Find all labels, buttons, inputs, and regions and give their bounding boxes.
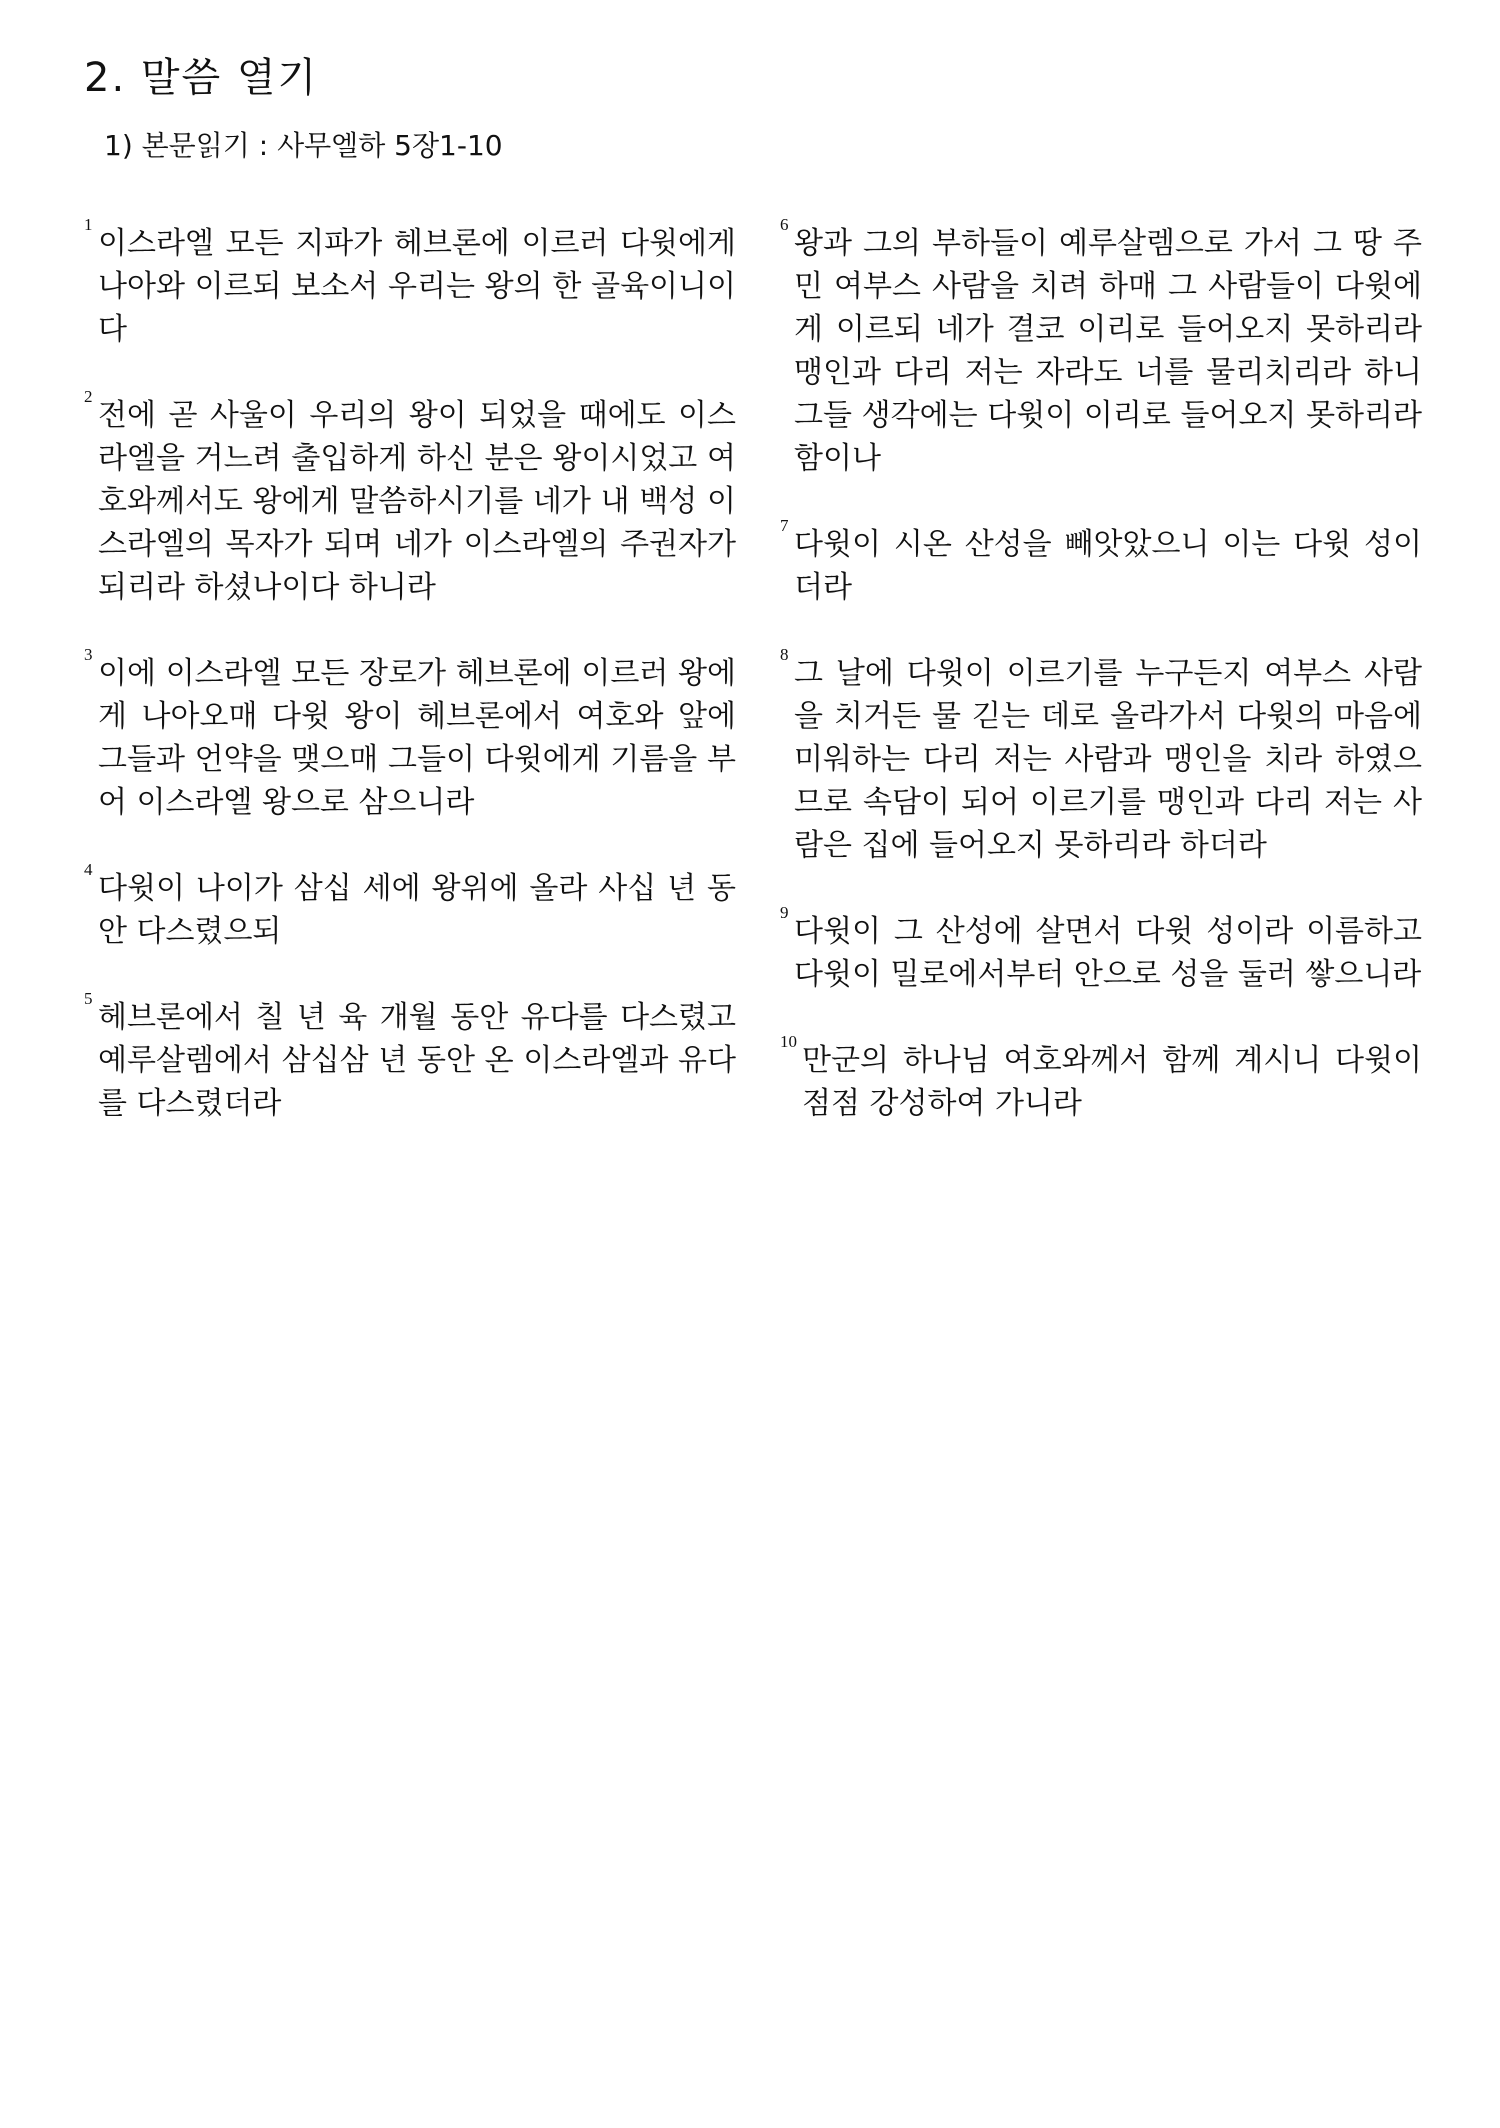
verse-6 <box>780 215 1422 480</box>
verse-text: 다윗이 그 산성에 살면서 다윗 성이라 이름하고 다윗이 밀로에서부터 안으로 성을 둘러 쌓으니라 <box>794 914 1422 992</box>
left-column <box>84 192 736 1168</box>
verse-text: 왕과 그의 부하들이 예루살렘으로 가서 그 땅 주민 여부스 사람을 치려 하매 그 사람들이 다윗에게 이르되 네가 결코 이리로 들어오지 못하리라 맹인과 다리 저는 자라도 너를 물리치리라 하니 그들 생각에는 다윗이 이리로 들어오지 못하리라 함이나 <box>794 226 1422 476</box>
verse-number: 2 <box>84 387 93 406</box>
passage-subtitle: 1) 본문읽기 : 사무엘하 5장1-10 <box>104 129 503 162</box>
verse-text: 이스라엘 모든 지파가 헤브론에 이르러 다윗에게 나아와 이르되 보소서 우리는 왕의 한 골육이니이다 <box>98 226 736 347</box>
verse-number: 8 <box>780 645 789 664</box>
verse-text: 다윗이 시온 산성을 빼앗았으니 이는 다윗 성이더라 <box>794 527 1422 605</box>
verse-text: 그 날에 다윗이 이르기를 누구든지 여부스 사람을 치거든 물 긷는 데로 올라가서 다윗의 마음에 미워하는 다리 저는 사람과 맹인을 치라 하였으므로 속담이 되어 이르기를 맹인과 다리 저는 사람은 집에 들어오지 못하리라 하더라 <box>794 656 1422 863</box>
verse-4 <box>84 860 736 953</box>
verse-number: 6 <box>780 215 789 234</box>
verse-3 <box>84 645 736 824</box>
verse-text: 전에 곧 사울이 우리의 왕이 되었을 때에도 이스라엘을 거느려 출입하게 하신 분은 왕이시었고 여호와께서도 왕에게 말씀하시기를 네가 내 백성 이스라엘의 목자가 되며 네가 이스라엘의 주권자가 되리라 하셨나이다 하니라 <box>98 398 736 605</box>
verse-5 <box>84 989 736 1125</box>
verse-7 <box>780 516 1422 609</box>
verse-number: 10 <box>780 1032 797 1051</box>
verse-1 <box>84 215 736 351</box>
section-title: 2. 말씀 열기 <box>84 55 319 101</box>
verse-number: 4 <box>84 860 93 879</box>
verse-text: 만군의 하나님 여호와께서 함께 계시니 다윗이 점점 강성하여 가니라 <box>802 1043 1422 1121</box>
verse-number: 9 <box>780 903 789 922</box>
verse-number: 7 <box>780 516 789 535</box>
verse-number: 5 <box>84 989 93 1008</box>
verse-number: 1 <box>84 215 93 234</box>
verse-text: 이에 이스라엘 모든 장로가 헤브론에 이르러 왕에게 나아오매 다윗 왕이 헤브론에서 여호와 앞에 그들과 언약을 맺으매 그들이 다윗에게 기름을 부어 이스라엘 왕으로 삼으니라 <box>98 656 736 820</box>
verse-number: 3 <box>84 645 93 664</box>
verse-text: 다윗이 나이가 삼십 세에 왕위에 올라 사십 년 동안 다스렸으되 <box>98 871 736 949</box>
verse-8 <box>780 645 1422 867</box>
right-column <box>780 192 1422 1168</box>
verse-text: 헤브론에서 칠 년 육 개월 동안 유다를 다스렸고 예루살렘에서 삼십삼 년 동안 온 이스라엘과 유다를 다스렸더라 <box>98 1000 736 1121</box>
verse-10 <box>780 1032 1422 1125</box>
verse-2 <box>84 387 736 609</box>
verse-9 <box>780 903 1422 996</box>
